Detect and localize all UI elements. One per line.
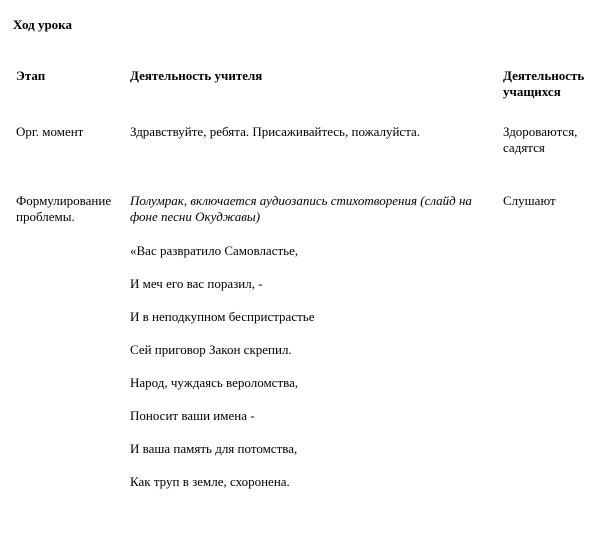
header-teacher-activity: Деятельность учителя (130, 68, 263, 83)
poem-line: «Вас развратило Самовластье, (130, 243, 299, 258)
row2-student-activity: Слушают (503, 193, 556, 208)
poem-line: Сей приговор Закон скрепил. (130, 342, 292, 357)
row1-stage: Орг. момент (16, 124, 84, 139)
header-stage: Этап (16, 68, 46, 83)
poem-line: Поносит ваши имена - (130, 408, 255, 423)
poem-line: Как труп в земле, схоронена. (130, 474, 290, 489)
poem-line: Народ, чуждаясь вероломства, (130, 375, 299, 390)
row1-teacher-activity: Здравствуйте, ребята. Присаживайтесь, пожалуйста. (130, 124, 421, 139)
poem-line: И в неподкупном беспристрастье (130, 309, 315, 324)
poem-line: И меч его вас поразил, - (130, 276, 263, 291)
poem-line: И ваша память для потомства, (130, 441, 298, 456)
header-student-activity: Деятельность учащихся (503, 68, 585, 99)
row2-stage: Формулирование проблемы. (16, 193, 112, 224)
row2-teacher-note: Полумрак, включается аудиозапись стихотворения (слайд на фоне песни Окуджавы) (130, 193, 472, 224)
section-title: Ход урока (13, 17, 72, 32)
row1-student-activity: Здороваются, садятся (503, 124, 578, 155)
